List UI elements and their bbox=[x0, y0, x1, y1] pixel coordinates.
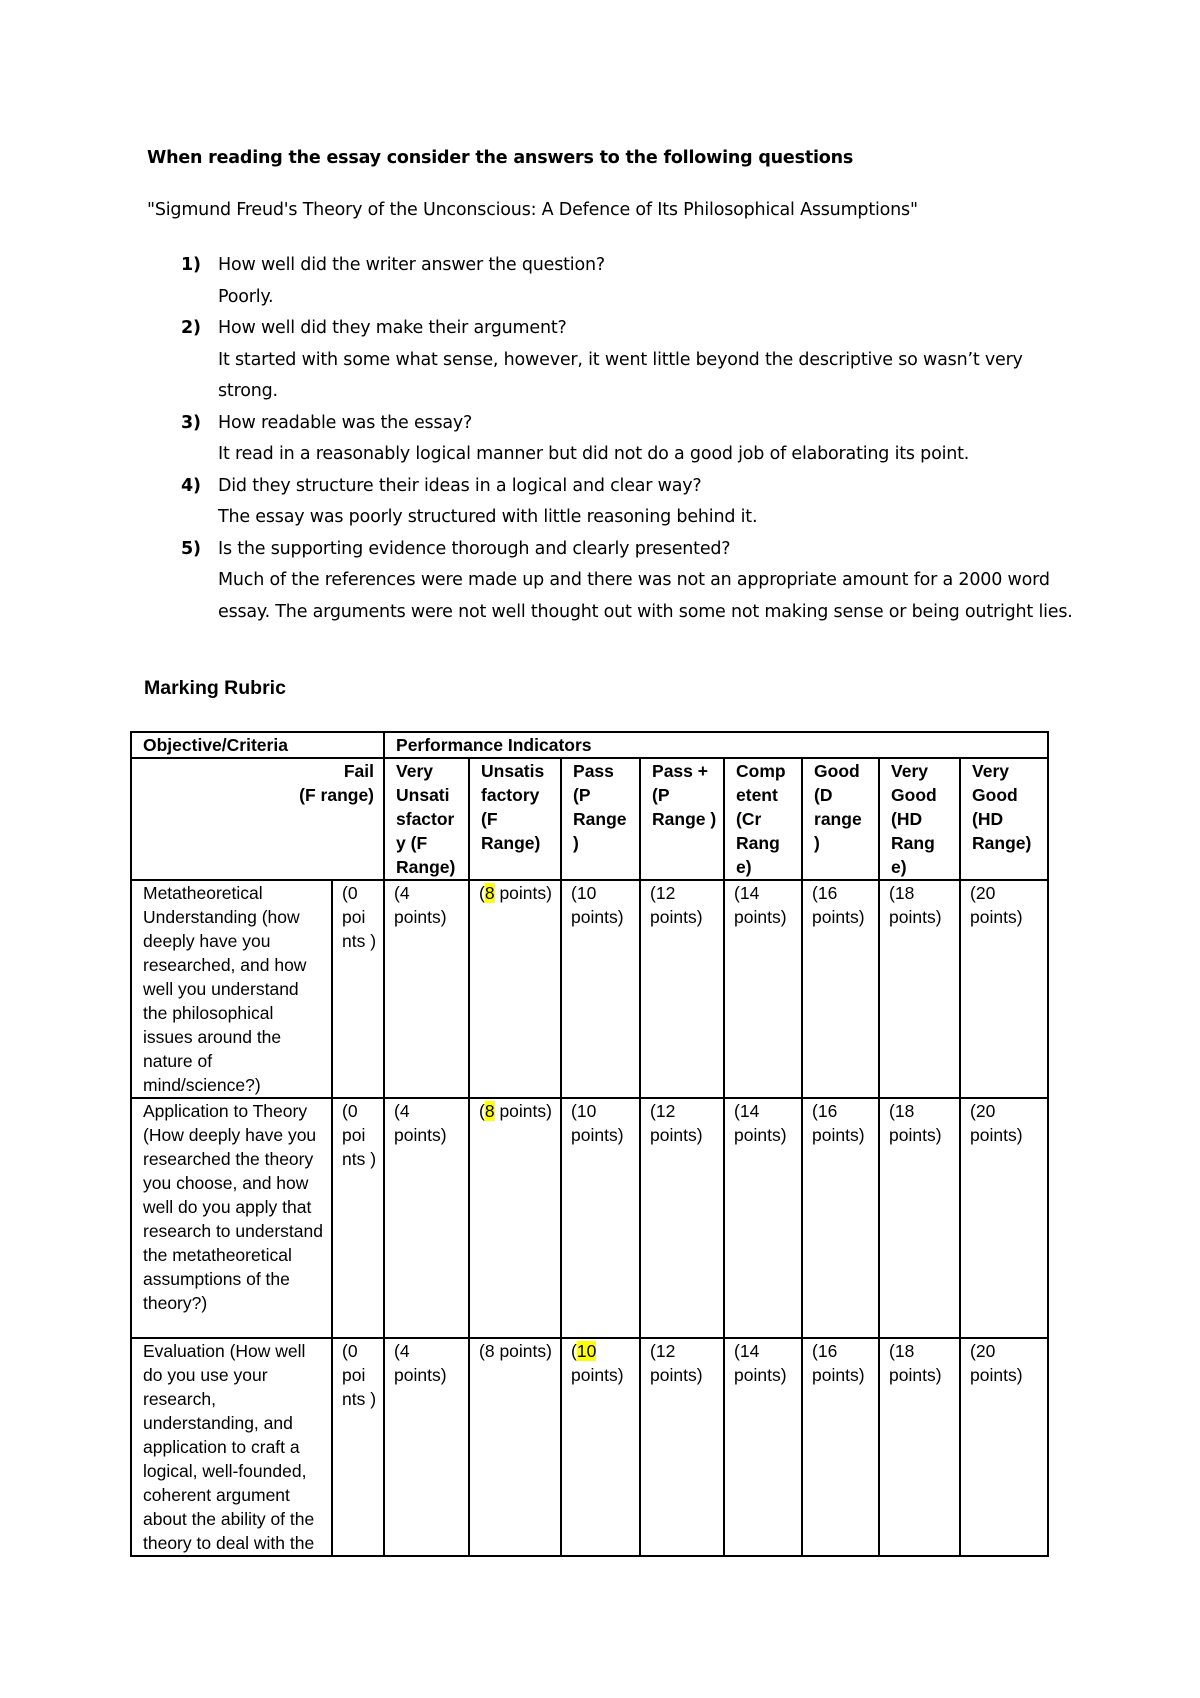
score-value: 8 bbox=[484, 1101, 495, 1121]
criterion-cell: Evaluation (How well do you use your research, understanding, and application to craft a logical, well-founded, coherent argument about the ability of the theory to deal with the bbox=[131, 1338, 332, 1556]
score-value: 10 bbox=[576, 1101, 597, 1121]
answer-text: It started with some what sense, however, it went little beyond the descriptive so wasn’t very strong. bbox=[218, 349, 1023, 401]
score-value: 16 bbox=[817, 1101, 838, 1121]
score-cell: (12 points) bbox=[640, 880, 724, 1098]
score-cell: (16 points) bbox=[802, 1098, 879, 1338]
question-item bbox=[147, 313, 1077, 408]
column-header: Very Good (HD Range) bbox=[960, 758, 1048, 880]
score-value: 20 bbox=[975, 883, 996, 903]
score-cell: (4 points) bbox=[384, 880, 469, 1098]
fail-points-cell: (0 poi nts ) bbox=[332, 880, 384, 1098]
rubric-row bbox=[131, 1098, 1048, 1338]
score-cell: (18 points) bbox=[879, 880, 960, 1098]
score-cell: (14 points) bbox=[724, 880, 802, 1098]
answer-text: Poorly. bbox=[218, 286, 274, 307]
question-item bbox=[147, 408, 1077, 471]
score-value: 12 bbox=[655, 1101, 676, 1121]
question-text: Did they structure their ideas in a logical and clear way? bbox=[218, 475, 702, 496]
score-cell: (14 points) bbox=[724, 1338, 802, 1556]
score-value: 10 bbox=[576, 1341, 597, 1361]
rubric-row bbox=[131, 880, 1048, 1098]
fail-header bbox=[131, 758, 384, 880]
score-cell: (20 points) bbox=[960, 1338, 1048, 1556]
score-cell: (18 points) bbox=[879, 1098, 960, 1338]
essay-title: "Sigmund Freud's Theory of the Unconscious: A Defence of Its Philosophical Assumptions" bbox=[147, 200, 918, 220]
column-header: Unsatis factory (F Range) bbox=[469, 758, 561, 880]
score-cell: (10 points) bbox=[561, 1098, 640, 1338]
rubric-row bbox=[131, 1338, 1048, 1556]
question-item bbox=[147, 250, 1077, 313]
question-text: Is the supporting evidence thorough and clearly presented? bbox=[218, 538, 731, 559]
indicators-header: Performance Indicators bbox=[384, 732, 1048, 758]
score-value: 8 bbox=[484, 883, 495, 903]
score-value: 14 bbox=[739, 883, 760, 903]
column-header: Very Good (HD Rang e) bbox=[879, 758, 960, 880]
criterion-cell: Application to Theory (How deeply have you researched the theory you choose, and how well do you apply that research to understand the metatheoretical assumptions of the theory?) bbox=[131, 1098, 332, 1338]
score-value: 12 bbox=[655, 1341, 676, 1361]
score-cell: (4 points) bbox=[384, 1338, 469, 1556]
score-cell: (10 points) bbox=[561, 880, 640, 1098]
score-cell: (10 points) bbox=[561, 1338, 640, 1556]
column-header: Pass (P Range ) bbox=[561, 758, 640, 880]
fail-points-cell: (0 poi nts ) bbox=[332, 1098, 384, 1338]
score-cell: (16 points) bbox=[802, 1338, 879, 1556]
score-cell: (20 points) bbox=[960, 1098, 1048, 1338]
question-item bbox=[147, 534, 1077, 629]
question-item bbox=[147, 471, 1077, 534]
score-cell: (8 points) bbox=[469, 1098, 561, 1338]
score-cell: (12 points) bbox=[640, 1098, 724, 1338]
question-number: 1) bbox=[181, 255, 201, 275]
criteria-header: Objective/Criteria bbox=[131, 732, 384, 758]
question-number: 3) bbox=[181, 412, 201, 433]
question-text: How readable was the essay? bbox=[218, 412, 473, 433]
score-cell: (18 points) bbox=[879, 1338, 960, 1556]
question-number: 4) bbox=[181, 475, 201, 496]
question-list bbox=[147, 250, 1077, 628]
column-header: Pass + (P Range ) bbox=[640, 758, 724, 880]
score-value: 8 bbox=[484, 1341, 495, 1361]
answer-text: The essay was poorly structured with little reasoning behind it. bbox=[218, 507, 758, 527]
column-header: Very Unsati sfactor y (F Range) bbox=[384, 758, 469, 880]
marking-rubric-table bbox=[130, 731, 1049, 1557]
question-text: How well did the writer answer the question? bbox=[218, 255, 605, 275]
score-value: 20 bbox=[975, 1341, 996, 1361]
score-value: 14 bbox=[739, 1341, 760, 1361]
column-header: Good (D range ) bbox=[802, 758, 879, 880]
column-header: Comp etent (Cr Rang e) bbox=[724, 758, 802, 880]
fail-header-label: Fail bbox=[343, 761, 375, 781]
score-value: 4 bbox=[399, 1101, 410, 1121]
score-cell: (16 points) bbox=[802, 880, 879, 1098]
question-number: 2) bbox=[181, 318, 201, 338]
fail-points-cell: (0 poi nts ) bbox=[332, 1338, 384, 1556]
score-cell: (14 points) bbox=[724, 1098, 802, 1338]
score-cell: (20 points) bbox=[960, 880, 1048, 1098]
score-value: 18 bbox=[894, 1341, 915, 1361]
score-value: 16 bbox=[817, 883, 838, 903]
intro-heading: When reading the essay consider the answers to the following questions bbox=[147, 148, 854, 168]
fail-header-range: (F range) bbox=[299, 785, 375, 805]
score-value: 18 bbox=[894, 883, 915, 903]
score-value: 4 bbox=[399, 1341, 410, 1361]
score-value: 20 bbox=[975, 1101, 996, 1121]
question-number: 5) bbox=[181, 538, 201, 559]
rubric-header-row bbox=[131, 732, 1048, 758]
answer-text: It read in a reasonably logical manner but did not do a good job of elaborating its point. bbox=[218, 444, 970, 464]
score-cell: (12 points) bbox=[640, 1338, 724, 1556]
score-value: 14 bbox=[739, 1101, 760, 1121]
score-value: 12 bbox=[655, 883, 676, 903]
rubric-column-header-row bbox=[131, 758, 1048, 880]
answer-text: Much of the references were made up and there was not an appropriate amount for a 2000 word essay. The arguments were not well thought out with some not making sense or being outright lies. bbox=[218, 570, 1073, 622]
score-value: 10 bbox=[576, 883, 597, 903]
question-text: How well did they make their argument? bbox=[218, 318, 567, 338]
score-value: 18 bbox=[894, 1101, 915, 1121]
rubric-title: Marking Rubric bbox=[144, 677, 286, 699]
criterion-cell: Metatheoretical Understanding (how deeply have you researched, and how well you understand the philosophical issues around the nature of mind/science?) bbox=[131, 880, 332, 1098]
score-cell: (8 points) bbox=[469, 880, 561, 1098]
score-value: 16 bbox=[817, 1341, 838, 1361]
score-cell: (4 points) bbox=[384, 1098, 469, 1338]
score-value: 4 bbox=[399, 883, 410, 903]
score-cell: (8 points) bbox=[469, 1338, 561, 1556]
